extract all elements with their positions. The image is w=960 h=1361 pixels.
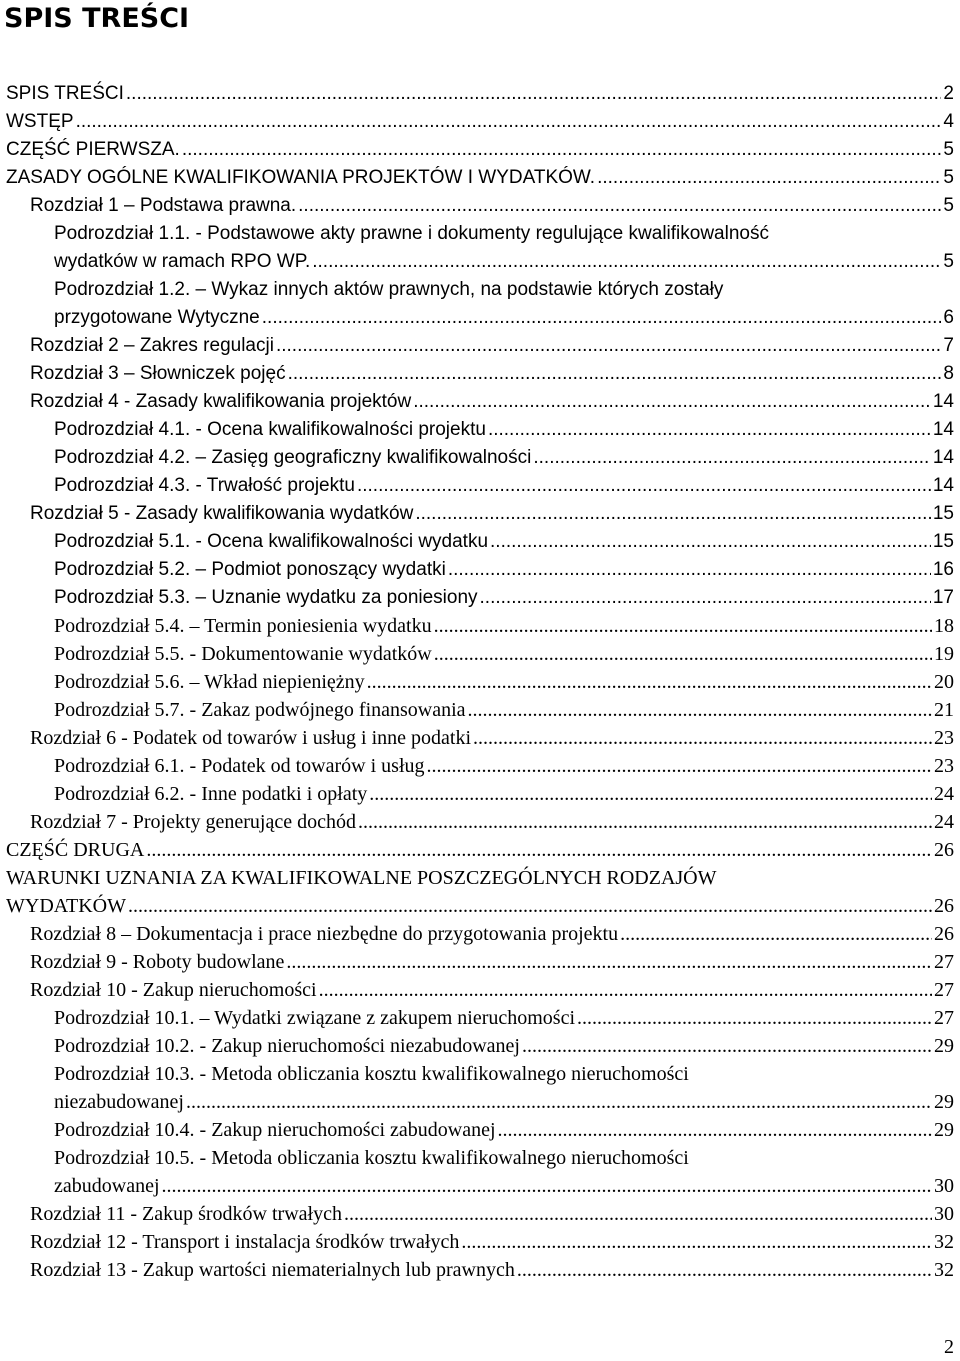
toc-entry[interactable] — [0, 612, 960, 640]
toc-entry-page: 7 — [943, 335, 954, 356]
toc-entry[interactable] — [0, 276, 960, 332]
toc-entry-page: 23 — [934, 755, 954, 777]
toc-entry-line — [0, 808, 960, 836]
toc-entry-page: 32 — [934, 1231, 954, 1253]
toc-entry-line — [0, 1088, 960, 1116]
toc-entry-line — [0, 1256, 960, 1284]
toc-entry-page: 27 — [934, 1007, 954, 1029]
toc-entry[interactable] — [0, 192, 960, 220]
toc-entry-line — [0, 584, 960, 612]
dot-leader — [128, 892, 932, 920]
dot-leader — [312, 248, 941, 276]
dot-leader — [298, 192, 941, 220]
toc-entry-title: WYDATKÓW — [6, 895, 126, 917]
toc-entry-title-first-line: Podrozdział 1.1. - Podstawowe akty prawne i dokumenty regulujące kwalifikowalność — [54, 223, 769, 244]
toc-entry[interactable] — [0, 1256, 960, 1284]
toc-entry-title: Rozdział 4 - Zasady kwalifikowania projektów — [30, 391, 412, 412]
toc-entry-line — [0, 1200, 960, 1228]
toc-entry-title: Rozdział 9 - Roboty budowlane — [30, 951, 285, 973]
toc-entry[interactable] — [0, 724, 960, 752]
toc-entry-line — [0, 192, 960, 220]
toc-entry-page: 8 — [943, 363, 954, 384]
toc-entry[interactable] — [0, 1116, 960, 1144]
toc-entry-title: Podrozdział 6.1. - Podatek od towarów i usług — [54, 755, 425, 777]
toc-entry-page: 14 — [932, 447, 954, 468]
toc-entry[interactable] — [0, 668, 960, 696]
dot-leader — [146, 836, 932, 864]
toc-entry[interactable] — [0, 472, 960, 500]
toc-entry-page: 6 — [943, 307, 954, 328]
dot-leader — [488, 416, 931, 444]
dot-leader — [434, 640, 932, 668]
toc-entry-title: Rozdział 10 - Zakup nieruchomości — [30, 979, 317, 1001]
toc-entry-page: 5 — [943, 167, 954, 188]
toc-entry-page: 14 — [932, 475, 954, 496]
page-number: 2 — [944, 1336, 954, 1358]
toc-entry-title: Podrozdział 5.6. – Wkład niepieniężny — [54, 671, 365, 693]
toc-entry[interactable] — [0, 752, 960, 780]
toc-entry[interactable] — [0, 640, 960, 668]
toc-entry-page: 27 — [934, 979, 954, 1001]
toc-entry-line — [0, 836, 960, 864]
toc-entry[interactable] — [0, 80, 960, 108]
toc-entry[interactable] — [0, 388, 960, 416]
dot-leader — [276, 332, 941, 360]
toc-entry-line — [0, 668, 960, 696]
toc-entry-line — [0, 416, 960, 444]
toc-entry[interactable] — [0, 220, 960, 276]
dot-leader — [448, 556, 931, 584]
toc-entry-title: Rozdział 8 – Dokumentacja i prace niezbędne do przygotowania projektu — [30, 923, 619, 945]
dot-leader — [498, 1116, 932, 1144]
toc-entry[interactable] — [0, 584, 960, 612]
toc-entry-title: Podrozdział 10.1. – Wydatki związane z zakupem nieruchomości — [54, 1007, 576, 1029]
toc-entry-page: 24 — [934, 783, 954, 805]
dot-leader — [367, 668, 932, 696]
toc-entry[interactable] — [0, 528, 960, 556]
toc-entry-page: 15 — [932, 503, 954, 524]
toc-entry-title-first-line: Podrozdział 10.5. - Metoda obliczania kosztu kwalifikowalnego nieruchomości — [54, 1147, 689, 1169]
toc-entry-line — [0, 136, 960, 164]
toc-entry-line — [0, 80, 960, 108]
toc-entry[interactable] — [0, 556, 960, 584]
toc-entry-page: 14 — [932, 391, 954, 412]
toc-entry-line — [0, 1116, 960, 1144]
toc-entry-line — [0, 304, 960, 332]
toc-entry-line — [0, 920, 960, 948]
toc-entry-page: 32 — [934, 1259, 954, 1281]
toc-entry-title: CZĘŚĆ PIERWSZA. — [6, 139, 180, 160]
toc-entry-title: Rozdział 2 – Zakres regulacji — [30, 335, 274, 356]
toc-entry[interactable] — [0, 332, 960, 360]
toc-entry-line — [0, 500, 960, 528]
toc-entry-page: 29 — [934, 1119, 954, 1141]
dot-leader — [357, 472, 931, 500]
dot-leader — [490, 528, 931, 556]
toc-entry-title-first-line: Podrozdział 1.2. – Wykaz innych aktów prawnych, na podstawie których zostały — [54, 279, 724, 300]
toc-entry-title: Rozdział 11 - Zakup środków trwałych — [30, 1203, 342, 1225]
toc-entry-title: Rozdział 12 - Transport i instalacja środków trwałych — [30, 1231, 460, 1253]
dot-leader — [369, 780, 932, 808]
toc-entry-page: 17 — [932, 587, 954, 608]
toc-entry[interactable] — [0, 164, 960, 192]
toc-entry-line — [0, 164, 960, 192]
toc-entry-title: WSTĘP — [6, 111, 74, 132]
toc-entry[interactable] — [0, 696, 960, 724]
toc-entry-page: 14 — [932, 419, 954, 440]
toc-entry[interactable] — [0, 1200, 960, 1228]
toc-entry-title: niezabudowanej — [54, 1091, 184, 1113]
toc-entry-page: 2 — [943, 83, 954, 104]
toc-entry-line — [0, 976, 960, 1004]
toc-entry-page: 21 — [934, 699, 954, 721]
toc-entry-line — [0, 388, 960, 416]
toc-entry-line — [0, 752, 960, 780]
dot-leader — [182, 136, 942, 164]
dot-leader — [620, 920, 932, 948]
toc-entry[interactable] — [0, 864, 960, 920]
toc-entry-line — [0, 528, 960, 556]
toc-entry-title-first-line: Podrozdział 10.3. - Metoda obliczania kosztu kwalifikowalnego nieruchomości — [54, 1063, 689, 1085]
toc-entry[interactable] — [0, 976, 960, 1004]
toc-entry-page: 18 — [934, 615, 954, 637]
toc-entry-line — [0, 108, 960, 136]
dot-leader — [344, 1200, 932, 1228]
toc-entry-page: 27 — [934, 951, 954, 973]
toc-entry-line — [0, 780, 960, 808]
toc-entry[interactable] — [0, 136, 960, 164]
dot-leader — [468, 696, 932, 724]
dot-leader — [522, 1032, 932, 1060]
toc-entry-line — [0, 948, 960, 976]
toc-entry-line — [0, 724, 960, 752]
toc-entry-line — [0, 332, 960, 360]
toc-entry-page: 15 — [932, 531, 954, 552]
dot-leader — [288, 360, 942, 388]
toc-entry-page: 5 — [943, 139, 954, 160]
toc-entry-title: Podrozdział 5.2. – Podmiot ponoszący wydatki — [54, 559, 446, 580]
toc-entry-page: 20 — [934, 671, 954, 693]
dot-leader — [427, 752, 933, 780]
page-title: SPIS TREŚCI — [4, 3, 190, 34]
toc-entry-title: Podrozdział 5.1. - Ocena kwalifikowalności wydatku — [54, 531, 489, 552]
toc-entry-title: Podrozdział 4.2. – Zasięg geograficzny kwalifikowalności — [54, 447, 532, 468]
dot-leader — [126, 80, 942, 108]
toc-entry-page: 19 — [934, 643, 954, 665]
dot-leader — [76, 108, 942, 136]
toc-entry-title: Podrozdział 5.4. – Termin poniesienia wydatku — [54, 615, 432, 637]
toc-entry-page: 24 — [934, 811, 954, 833]
toc-entry-line — [0, 640, 960, 668]
dot-leader — [473, 724, 932, 752]
toc-entry-title: Rozdział 3 – Słowniczek pojęć — [30, 363, 286, 384]
dot-leader — [533, 444, 931, 472]
toc-entry-title: Rozdział 7 - Projekty generujące dochód — [30, 811, 356, 833]
toc-entry[interactable] — [0, 808, 960, 836]
toc-entry[interactable] — [0, 780, 960, 808]
dot-leader — [286, 948, 932, 976]
toc-entry-title: Podrozdział 5.3. – Uznanie wydatku za poniesiony — [54, 587, 478, 608]
dot-leader — [415, 500, 931, 528]
toc-entry[interactable] — [0, 1060, 960, 1116]
toc-entry-title: Podrozdział 4.1. - Ocena kwalifikowalności projektu — [54, 419, 486, 440]
toc-entry-line — [0, 1228, 960, 1256]
toc-entry-title: Podrozdział 6.2. - Inne podatki i opłaty — [54, 783, 368, 805]
toc-entry[interactable] — [0, 836, 960, 864]
toc-entry-title: Rozdział 6 - Podatek od towarów i usług i inne podatki — [30, 727, 472, 749]
toc-entry[interactable] — [0, 1004, 960, 1032]
toc-entry-line — [0, 1172, 960, 1200]
dot-leader — [186, 1088, 932, 1116]
toc-entry[interactable] — [0, 1144, 960, 1200]
toc-entry-line — [0, 472, 960, 500]
toc-entry-title: Podrozdział 5.5. - Dokumentowanie wydatków — [54, 643, 432, 665]
toc-entry[interactable] — [0, 500, 960, 528]
toc-entry[interactable] — [0, 360, 960, 388]
table-of-contents — [0, 80, 960, 1284]
toc-entry-line — [0, 1004, 960, 1032]
toc-entry-title: Rozdział 1 – Podstawa prawna. — [30, 195, 297, 216]
toc-entry[interactable] — [0, 1032, 960, 1060]
toc-entry-title: CZĘŚĆ DRUGA — [6, 839, 145, 861]
toc-entry-line — [0, 892, 960, 920]
toc-entry-title: Rozdział 13 - Zakup wartości niematerialnych lub prawnych — [30, 1259, 515, 1281]
toc-entry-line — [0, 444, 960, 472]
toc-entry-title: wydatków w ramach RPO WP. — [54, 251, 311, 272]
dot-leader — [461, 1228, 932, 1256]
dot-leader — [480, 584, 931, 612]
toc-entry-title: zabudowanej — [54, 1175, 160, 1197]
toc-entry-page: 16 — [932, 559, 954, 580]
toc-entry-line — [0, 696, 960, 724]
toc-entry-page: 23 — [934, 727, 954, 749]
dot-leader — [358, 808, 932, 836]
toc-entry-page: 26 — [934, 895, 954, 917]
toc-entry-line — [0, 248, 960, 276]
dot-leader — [517, 1256, 932, 1284]
toc-entry-title-first-line: WARUNKI UZNANIA ZA KWALIFIKOWALNE POSZCZEGÓLNYCH RODZAJÓW — [6, 867, 717, 889]
dot-leader — [262, 304, 942, 332]
toc-entry-line — [0, 612, 960, 640]
toc-entry-title: SPIS TREŚCI — [6, 83, 124, 104]
toc-entry-page: 29 — [934, 1035, 954, 1057]
toc-entry-page: 29 — [934, 1091, 954, 1113]
toc-entry-title: Podrozdział 10.2. - Zakup nieruchomości niezabudowanej — [54, 1035, 520, 1057]
dot-leader — [319, 976, 932, 1004]
dot-leader — [577, 1004, 932, 1032]
toc-entry-page: 26 — [934, 923, 954, 945]
toc-entry-line — [0, 1032, 960, 1060]
toc-entry[interactable] — [0, 1228, 960, 1256]
dot-leader — [162, 1172, 932, 1200]
toc-entry-page: 30 — [934, 1203, 954, 1225]
dot-leader — [597, 164, 941, 192]
toc-entry-title: Podrozdział 4.3. - Trwałość projektu — [54, 475, 355, 496]
toc-entry[interactable] — [0, 948, 960, 976]
toc-entry-page: 30 — [934, 1175, 954, 1197]
toc-entry[interactable] — [0, 444, 960, 472]
toc-entry-line — [0, 556, 960, 584]
toc-entry-title: przygotowane Wytyczne — [54, 307, 260, 328]
toc-entry-page: 5 — [943, 195, 954, 216]
toc-entry[interactable] — [0, 108, 960, 136]
toc-entry-title: Rozdział 5 - Zasady kwalifikowania wydatków — [30, 503, 414, 524]
toc-entry-title: Podrozdział 10.4. - Zakup nieruchomości zabudowanej — [54, 1119, 496, 1141]
toc-entry-line — [0, 360, 960, 388]
toc-entry[interactable] — [0, 416, 960, 444]
toc-entry-page: 26 — [934, 839, 954, 861]
toc-entry[interactable] — [0, 920, 960, 948]
toc-entry-page: 5 — [943, 251, 954, 272]
dot-leader — [434, 612, 932, 640]
dot-leader — [413, 388, 931, 416]
toc-entry-page: 4 — [943, 111, 954, 132]
toc-entry-title: ZASADY OGÓLNE KWALIFIKOWANIA PROJEKTÓW I WYDATKÓW. — [6, 167, 596, 188]
toc-entry-title: Podrozdział 5.7. - Zakaz podwójnego finansowania — [54, 699, 466, 721]
